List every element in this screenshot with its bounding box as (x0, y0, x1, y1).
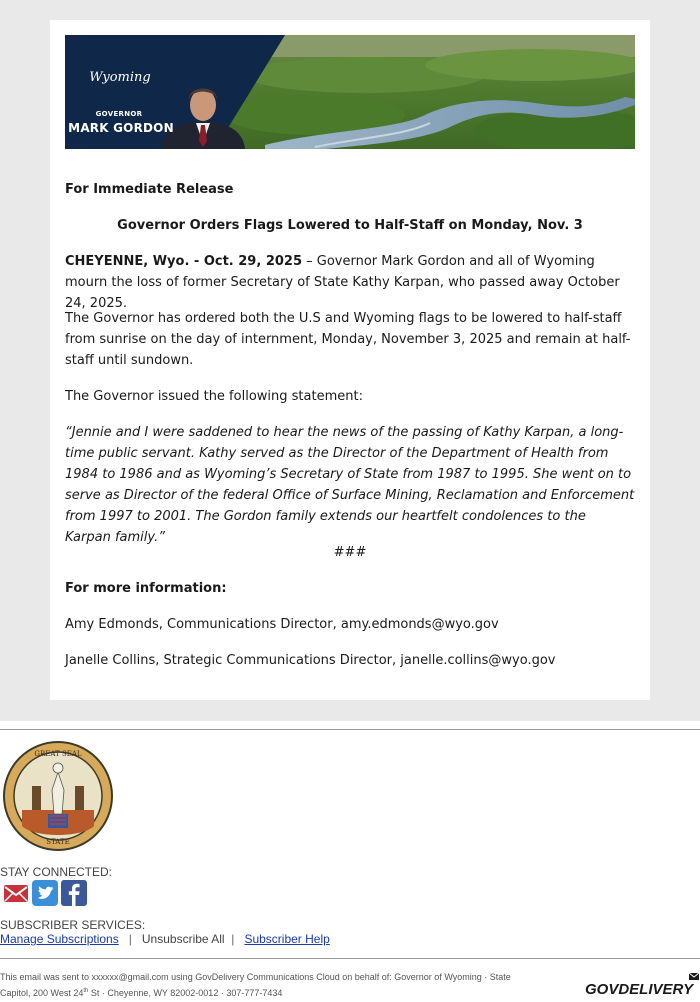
disclaimer-superscript: th (83, 988, 89, 994)
more-info-label: For more information: (65, 581, 227, 596)
wyoming-great-seal (2, 740, 114, 856)
disclaimer-line-1: This email was sent to xxxxxx@gmail.com using GovDelivery Communications Cloud on behalf of: Governor of Wyoming · State (0, 972, 511, 982)
email-disclaimer (0, 970, 570, 1000)
disclaimer-line-2-end: St · Cheyenne, WY 82002-0012 · 307-777-7434 (88, 988, 283, 998)
lead-text: Governor Mark Gordon and all of Wyoming mourn the loss of former Secretary of State Kathy Karpan, who passed away October 24, 2025. (65, 254, 620, 311)
wyoming-logo: Wyoming (89, 70, 151, 85)
lead-paragraph (65, 251, 635, 314)
dateline-dash: – (302, 254, 317, 269)
svg-text:STATE: STATE (46, 838, 70, 846)
contact-janelle-collins: Janelle Collins, Strategic Communications Director, janelle.collins@wyo.gov (65, 653, 556, 668)
facebook-icon[interactable] (61, 880, 87, 906)
twitter-icon[interactable] (32, 880, 58, 906)
contact-amy-edmonds: Amy Edmonds, Communications Director, amy.edmonds@wyo.gov (65, 617, 499, 632)
email-icon[interactable] (3, 880, 29, 906)
footer-divider (0, 729, 700, 730)
unsubscribe-all-link[interactable]: Unsubscribe All (141, 932, 225, 946)
dateline: CHEYENNE, Wyo. - Oct. 29, 2025 (65, 254, 303, 269)
release-label: For Immediate Release (65, 182, 234, 197)
govdelivery-wordmark: GOVDELIVERY (585, 981, 694, 998)
svg-text:GREAT SEAL: GREAT SEAL (34, 750, 82, 758)
stay-connected-label: STAY CONNECTED: (0, 865, 113, 879)
headline: Governor Orders Flags Lowered to Half-Staff on Monday, Nov. 3 (117, 218, 583, 233)
governor-title: GOVERNOR (95, 110, 143, 118)
subscriber-links (0, 932, 330, 946)
end-mark: ### (333, 545, 367, 560)
subscriber-help-link[interactable]: Subscriber Help (244, 932, 330, 946)
statement-intro: The Governor issued the following statement: (65, 389, 363, 404)
flags-paragraph: The Governor has ordered both the U.S and Wyoming flags to be lowered to half-staff from sunrise on the day of internment, Monday, November 3, 2025 and remain at half-staff until sundown. (65, 311, 631, 368)
footer-bottom-divider (0, 958, 700, 959)
disclaimer-line-2-start: Capitol, 200 West 24 (0, 988, 84, 998)
subscriber-services-label: SUBSCRIBER SERVICES: (0, 918, 146, 932)
governor-name: MARK GORDON (68, 121, 174, 135)
govdelivery-logo[interactable] (585, 972, 700, 998)
governor-quote: “Jennie and I were saddened to hear the news of the passing of Kathy Karpan, a long-time public servant. Kathy served as the Director of the Department of Health from 1984 to 1986 and as Wyoming’s Secretary of State from 1987 to 1995. She went on to serve as Director of the federal Office of Surface Mining, Reclamation and Enforcement from 1997 to 2001. The Gordon family extends our heartfelt condolences to the Karpan family.” (65, 425, 635, 545)
manage-subscriptions-link[interactable]: Manage Subscriptions (0, 932, 119, 946)
link-separator: | (128, 932, 132, 946)
link-separator: | (231, 932, 235, 946)
